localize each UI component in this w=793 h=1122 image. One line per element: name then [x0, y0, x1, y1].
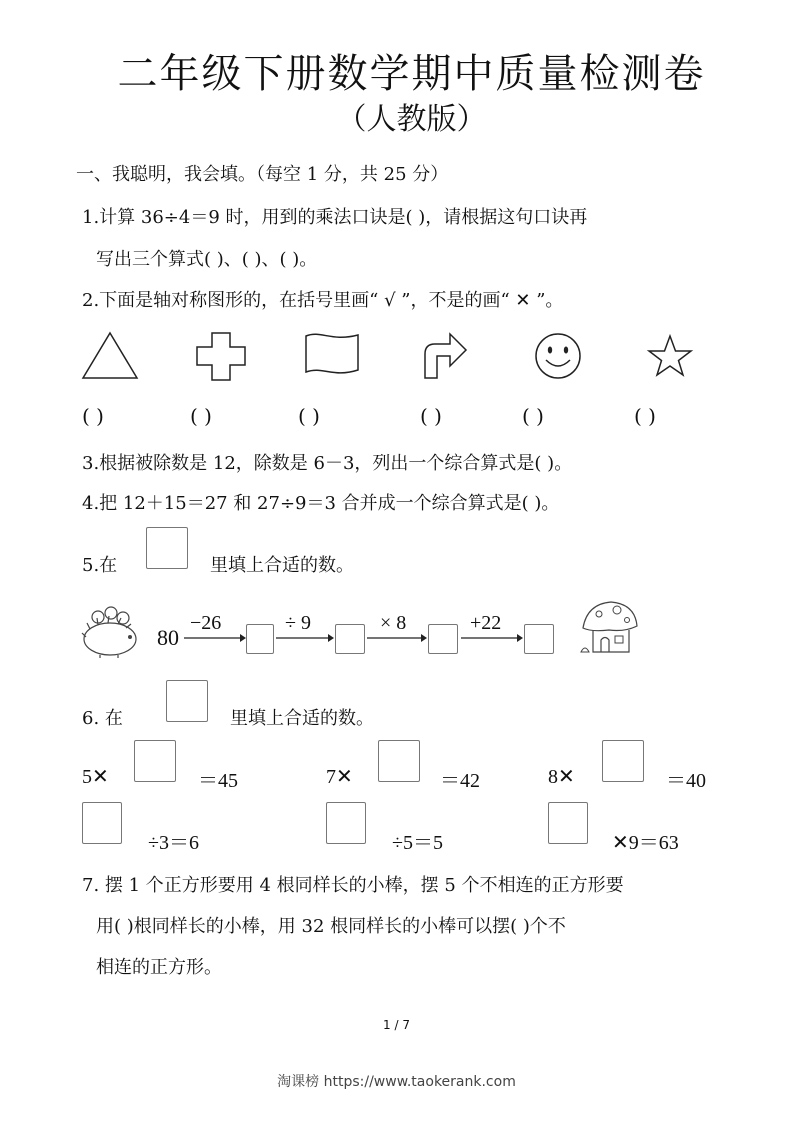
q6-answer-box-6[interactable]: [548, 802, 588, 844]
q5-start-number: 80: [157, 625, 179, 650]
q2-paren-6[interactable]: ( ): [634, 404, 656, 428]
triangle-icon: [80, 330, 140, 382]
section-heading: 一、我聪明，我会填。（每空 1 分，共 25 分）: [76, 164, 449, 185]
arrow-1: [184, 632, 246, 644]
q6-prefix: 6. 在: [82, 708, 123, 729]
q2-paren-1[interactable]: ( ): [82, 404, 104, 428]
q6-suffix: 里填上合适的数。: [230, 708, 374, 729]
q5-answer-box-1[interactable]: [246, 624, 274, 654]
q2-paren-3[interactable]: ( ): [298, 404, 320, 428]
q2-text: 2.下面是轴对称图形的，在括号里画“ √ ”，不是的画“ ✕ ”。: [82, 290, 564, 311]
turn-arrow-icon: [420, 330, 470, 382]
arrow-4: [461, 632, 523, 644]
sample-answer-box: [146, 527, 188, 569]
q5-op-2: ÷ 9: [285, 612, 311, 634]
arrow-3: [367, 632, 427, 644]
q5-answer-box-4[interactable]: [524, 624, 554, 654]
arrow-2: [276, 632, 334, 644]
q6-r1-post-2: ＝42: [440, 770, 480, 792]
q6-r1-pre-3: 8✕: [548, 766, 575, 788]
q5-suffix: 里填上合适的数。: [210, 555, 354, 576]
q6-answer-box-1[interactable]: [134, 740, 176, 782]
q1-line1: 1.计算 36÷4＝9 时，用到的乘法口诀是( )，请根据这句口诀再: [82, 207, 588, 228]
q5-op-3: × 8: [380, 612, 407, 634]
q2-paren-5[interactable]: ( ): [522, 404, 544, 428]
q7-line2: 用( )根同样长的小棒，用 32 根同样长的小棒可以摆( )个不: [96, 916, 566, 937]
q6-answer-box-5[interactable]: [326, 802, 366, 844]
page-title: 二年级下册数学期中质量检测卷: [117, 51, 706, 97]
q3-text: 3.根据被除数是 12，除数是 6－3，列出一个综合算式是( )。: [82, 453, 573, 474]
q5-op-1: −26: [190, 612, 222, 634]
q6-r2-post-2: ÷5＝5: [392, 832, 443, 854]
sample-answer-box-q6: [166, 680, 208, 722]
flag-icon: [303, 330, 361, 382]
mushroom-house-icon: [577, 600, 639, 658]
q6-r1-post-1: ＝45: [198, 770, 238, 792]
q4-text: 4.把 12＋15＝27 和 27÷9＝3 合并成一个综合算式是( )。: [82, 493, 560, 514]
star-icon: [645, 330, 695, 382]
q6-r2-post-3: ✕9＝63: [612, 832, 679, 854]
q6-r2-post-1: ÷3＝6: [148, 832, 199, 854]
q5-answer-box-3[interactable]: [428, 624, 458, 654]
q6-answer-box-4[interactable]: [82, 802, 122, 844]
q7-line1: 7. 摆 1 个正方形要用 4 根同样长的小棒，摆 5 个不相连的正方形要: [82, 875, 624, 896]
q5-op-4: +22: [470, 612, 502, 634]
q6-r1-pre-1: 5✕: [82, 766, 109, 788]
cross-icon: [194, 330, 248, 382]
q7-line3: 相连的正方形。: [96, 957, 222, 978]
footer-watermark: 淘课榜 https://www.taokerank.com: [277, 1074, 516, 1090]
q6-answer-box-2[interactable]: [378, 740, 420, 782]
q1-line2: 写出三个算式( )、( )、( )。: [96, 249, 318, 270]
q6-answer-box-3[interactable]: [602, 740, 644, 782]
q2-paren-4[interactable]: ( ): [420, 404, 442, 428]
page-subtitle: （人教版）: [336, 102, 487, 137]
q6-r1-post-3: ＝40: [666, 770, 706, 792]
q5-answer-box-2[interactable]: [335, 624, 365, 654]
page-number: 1 / 7: [383, 1018, 410, 1032]
smiley-icon: [531, 330, 585, 382]
hedgehog-icon: [80, 603, 144, 659]
q6-r1-pre-2: 7✕: [326, 766, 353, 788]
q5-prefix: 5.在: [82, 555, 118, 576]
q2-paren-2[interactable]: ( ): [190, 404, 212, 428]
